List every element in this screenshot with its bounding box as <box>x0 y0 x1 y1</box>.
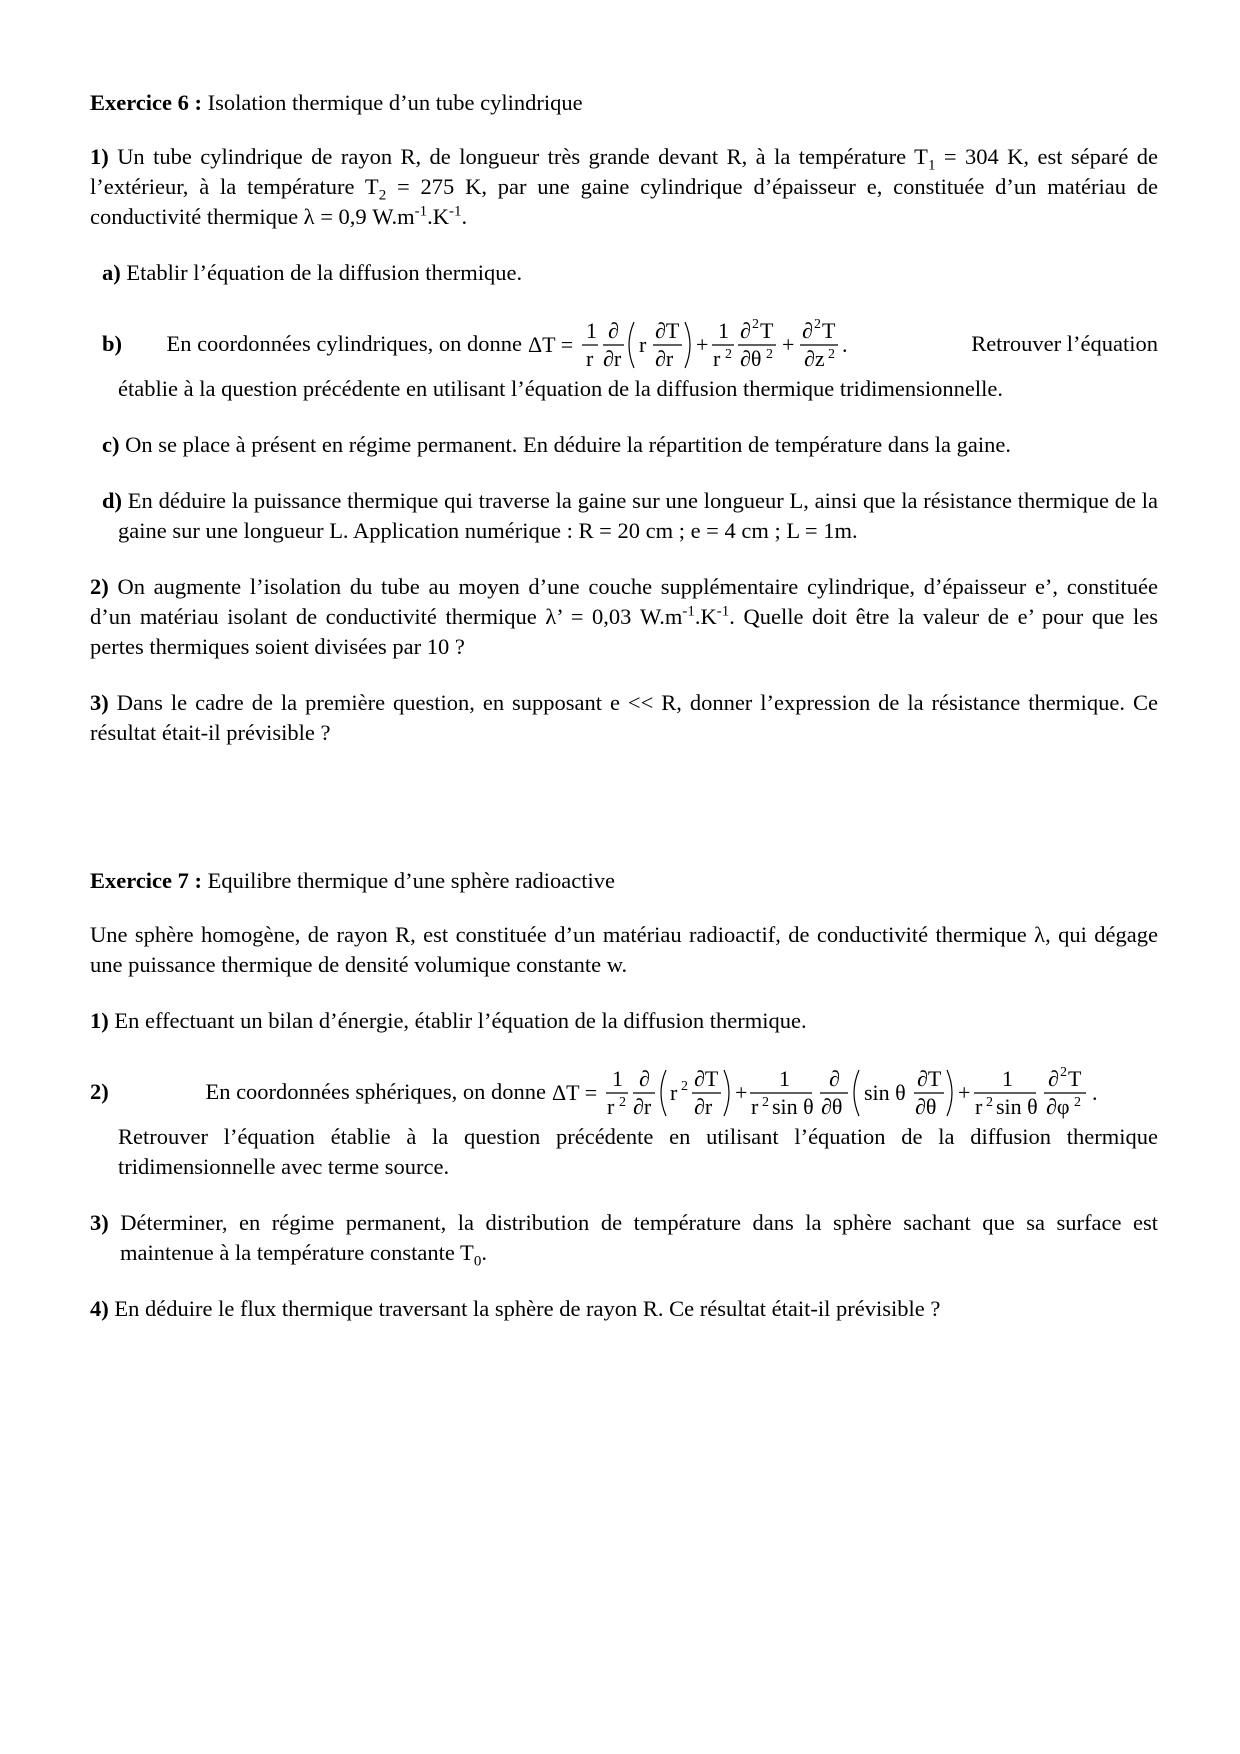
formula-dz: ∂z <box>804 346 825 371</box>
q-text: = 304 K, est séparé de l’extérieur, à la température T <box>90 144 1159 199</box>
formula-dr: ∂r <box>655 346 674 371</box>
exercise-7-title <box>90 866 1158 896</box>
subscript: 1 <box>927 157 936 174</box>
q-number: 2) <box>90 574 109 599</box>
formula-r: r <box>670 1080 678 1105</box>
ex7-question-1 <box>90 1006 1158 1036</box>
ex6-question-1b-line <box>102 314 1158 374</box>
q-text: Retrouver l’équation <box>971 331 1158 356</box>
spherical-laplacian-formula <box>546 1062 1152 1122</box>
sub-label: d) <box>102 488 123 513</box>
formula-dphi: ∂φ <box>1046 1094 1070 1119</box>
q-text: . Quelle doit être la valeur de e’ pour que les pertes thermiques soient divisées par 10 ? <box>90 604 1158 659</box>
formula-partial: ∂ <box>608 318 619 343</box>
formula-sin: sin θ <box>772 1094 814 1119</box>
formula-dot: . <box>1092 1080 1098 1105</box>
q-text: Dans le cadre de la première question, en supposant e << R, donner l’expression de la résistance thermique. Ce résultat était-il prévisible ? <box>90 690 1158 745</box>
formula-exp: 2 <box>986 1095 993 1110</box>
ex7-question-4 <box>90 1294 1158 1324</box>
exercise-7-title-text: Equilibre thermique d’une sphère radioactive <box>202 868 615 893</box>
formula-r: r <box>586 346 594 371</box>
q-number: 1) <box>90 1008 109 1033</box>
formula-plus: + <box>735 1080 748 1105</box>
q-text: En coordonnées cylindriques, on donne <box>166 331 522 356</box>
sub-label: b) <box>102 331 123 356</box>
q-text: Déterminer, en régime permanent, la distribution de température dans la sphère sachant que sa surface est maintenue à la température constante T <box>108 1210 1158 1265</box>
formula-dr: ∂r <box>633 1094 652 1119</box>
q-number: 3) <box>90 1210 109 1235</box>
ex6-question-1c <box>102 430 1158 460</box>
formula-exp: 2 <box>725 347 732 362</box>
formula-partial: ∂ <box>639 1066 650 1091</box>
formula-plus: + <box>782 332 795 357</box>
q-text: En déduire le flux thermique traversant la sphère de rayon R. Ce résultat était-il prévisible ? <box>108 1296 941 1321</box>
superscript: -1 <box>414 203 428 220</box>
formula-dot: . <box>842 332 848 357</box>
q-text: . <box>481 1240 487 1265</box>
ex6-question-1 <box>90 142 1158 232</box>
formula-r: r <box>751 1094 759 1119</box>
ex6-question-1d <box>102 486 1158 546</box>
formula-r: r <box>639 332 647 357</box>
formula-one: 1 <box>779 1066 790 1091</box>
exercise-6-title-text: Isolation thermique d’un tube cylindrique <box>202 90 583 115</box>
left-paren <box>661 1070 666 1116</box>
q-number: 3) <box>90 690 109 715</box>
formula-exp: 2 <box>828 347 835 362</box>
formula-one: 1 <box>586 318 597 343</box>
formula-exp: 2 <box>1060 1065 1067 1080</box>
formula-dr: ∂r <box>694 1094 713 1119</box>
formula-dT: ∂T <box>917 1066 942 1091</box>
formula-dT: ∂T <box>694 1066 719 1091</box>
formula-T: T <box>822 318 836 343</box>
q-text: .K <box>427 204 449 229</box>
b-lead <box>102 331 522 357</box>
formula-partial: ∂ <box>802 318 813 343</box>
left-paren <box>629 322 634 368</box>
formula-sin: sin θ <box>996 1094 1038 1119</box>
formula-partial: ∂ <box>1048 1066 1059 1091</box>
formula-plus: + <box>696 332 709 357</box>
q-number: 2) <box>90 1079 109 1104</box>
ex6-question-3 <box>90 688 1158 748</box>
q-text: Un tube cylindrique de rayon R, de longueur très grande devant R, à la température T <box>117 144 928 169</box>
formula-partial: ∂ <box>740 318 751 343</box>
ex6-question-1a <box>102 258 1158 288</box>
ex6-question-2 <box>90 572 1158 662</box>
ex7-question-2-cont: Retrouver l’équation établie à la question précédente en utilisant l’équation de la diffusion thermique tridimensionnelle avec terme source. <box>118 1124 1158 1179</box>
formula-r: r <box>975 1094 983 1119</box>
formula-one: 1 <box>1002 1066 1013 1091</box>
ex6-question-1b-cont: établie à la question précédente en utilisant l’équation de la diffusion thermique tridimensionnelle. <box>118 376 1003 401</box>
document-page <box>90 88 1158 1350</box>
q-text: On se place à présent en régime permanent. En déduire la répartition de température dans la gaine. <box>119 432 1011 457</box>
formula-dtheta: ∂θ <box>740 346 762 371</box>
formula-one: 1 <box>718 318 729 343</box>
formula-exp: 2 <box>752 317 759 332</box>
formula-r: r <box>713 346 721 371</box>
left-paren <box>854 1070 859 1116</box>
formula-plus: + <box>958 1080 971 1105</box>
right-paren <box>947 1070 952 1116</box>
right-paren <box>724 1070 729 1116</box>
exercise-6-title <box>90 88 1158 118</box>
exercise-6-label: Exercice 6 : <box>90 90 203 115</box>
formula-lhs: ΔT = <box>528 332 574 357</box>
q-text: .K <box>694 604 717 629</box>
sub-label: c) <box>102 432 120 457</box>
q-text: En effectuant un bilan d’énergie, établir l’équation de la diffusion thermique. <box>108 1008 807 1033</box>
sub-label: a) <box>102 260 121 285</box>
formula-r: r <box>607 1094 615 1119</box>
subscript: 0 <box>473 1253 482 1270</box>
ex7-question-2-line <box>90 1062 1158 1122</box>
formula-exp: 2 <box>762 1095 769 1110</box>
q-number: 1) <box>90 144 109 169</box>
formula-T: T <box>760 318 774 343</box>
formula-partial: ∂ <box>829 1066 840 1091</box>
q-number: 4) <box>90 1296 109 1321</box>
formula-exp: 2 <box>681 1079 688 1094</box>
superscript: -1 <box>716 603 730 620</box>
q-text: Etablir l’équation de la diffusion thermique. <box>120 260 523 285</box>
formula-exp: 2 <box>814 317 821 332</box>
formula-lhs: ΔT = <box>552 1080 598 1105</box>
formula-sin: sin θ <box>864 1080 906 1105</box>
formula-dtheta: ∂θ <box>915 1094 937 1119</box>
exercise-7-label: Exercice 7 : <box>90 868 203 893</box>
formula-dtheta: ∂θ <box>821 1094 843 1119</box>
formula-one: 1 <box>612 1066 623 1091</box>
formula-exp: 2 <box>1074 1095 1081 1110</box>
formula-dT: ∂T <box>655 318 680 343</box>
ex7-intro: Une sphère homogène, de rayon R, est constituée d’un matériau radioactif, de conductivité thermique λ, qui dégage une puissance thermique de densité volumique constante w. <box>90 922 1158 977</box>
q-text: En coordonnées sphériques, on donne <box>205 1079 546 1104</box>
superscript: -1 <box>448 203 462 220</box>
q-text: = 275 K, par une gaine cylindrique d’épaisseur e, constituée d’un matériau de conductivité thermique λ = 0,9 W.m <box>90 174 1158 229</box>
subscript: 2 <box>378 187 387 204</box>
ex7-question-3 <box>90 1208 1158 1270</box>
formula-T: T <box>1068 1066 1082 1091</box>
right-paren <box>685 322 690 368</box>
cylindrical-laplacian-formula <box>522 314 852 374</box>
formula-exp: 2 <box>619 1095 626 1110</box>
q2-lead <box>90 1079 546 1105</box>
q-text: En déduire la puissance thermique qui traverse la gaine sur une longueur L, ainsi que la résistance thermique de la gaine sur une longueur L. Application numérique : R = 20 cm ; e = 4 cm ; L = 1m. <box>118 488 1158 543</box>
q-text: On augmente l’isolation du tube au moyen d’une couche supplémentaire cylindrique, d’épaisseur e’, constituée d’un matériau isolant de conductivité thermique λ’ = 0,03 W.m <box>90 574 1158 629</box>
formula-dr: ∂r <box>603 346 622 371</box>
superscript: -1 <box>682 603 695 620</box>
q-text: . <box>461 204 468 229</box>
formula-exp: 2 <box>766 347 773 362</box>
